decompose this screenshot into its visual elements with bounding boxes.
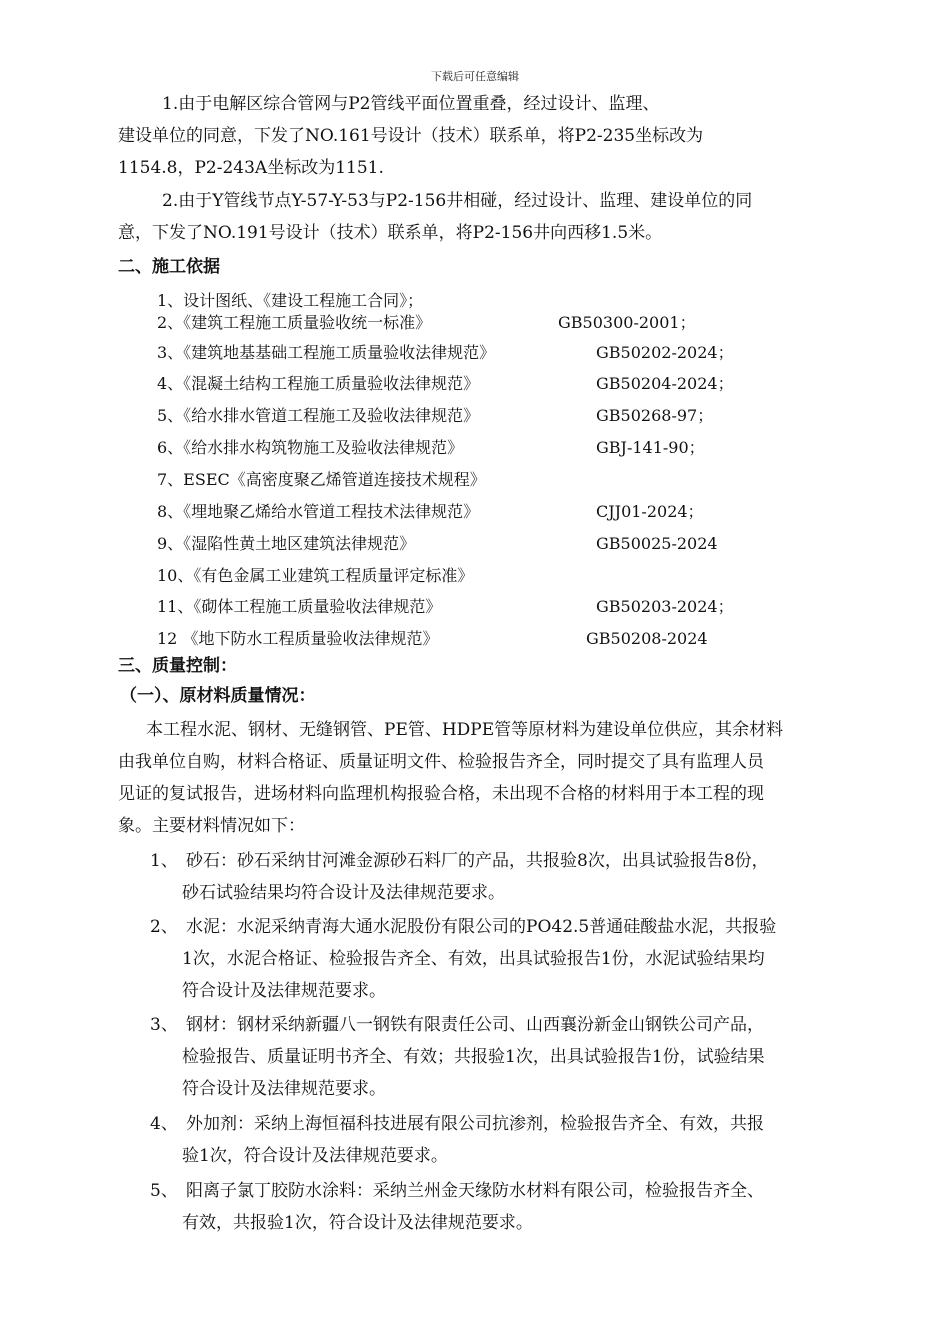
basis-item-4: 4、《混凝土结构工程施工质量验收法律规范》	[157, 374, 480, 393]
material-4-line1: 外加剂：采纳上海恒福科技进展有限公司抗渗剂，检验报告齐全、有效，共报	[186, 1114, 764, 1134]
basis-item-8-code: CJJ01-2024；	[596, 502, 704, 521]
basis-item-11: 11、《砌体工程施工质量验收法律规范》	[157, 597, 442, 616]
material-1-line2: 砂石试验结果均符合设计及法律规范要求。	[182, 883, 505, 903]
materials-para-line3: 见证的复试报告，进场材料向监理机构报验合格，未出现不合格的材料用于本工程的现	[118, 784, 764, 804]
basis-item-8: 8、《埋地聚乙烯给水管道工程技术法律规范》	[157, 502, 480, 521]
material-2-number: 2、	[150, 917, 178, 937]
material-3-number: 3、	[150, 1015, 178, 1035]
basis-item-1: 1、设计图纸、《建设工程施工合同》；	[157, 291, 424, 310]
basis-item-4-code: GB50204-2024；	[596, 374, 734, 393]
materials-para-line1: 本工程水泥、钢材、无缝钢管、PE管、HDPE管等原材料为建设单位供应，其余材料	[146, 720, 784, 740]
basis-item-2-code: GB50300-2001；	[558, 313, 696, 332]
basis-item-5: 5、《给水排水管道工程施工及验收法律规范》	[157, 406, 480, 425]
section-heading-quality: 三、质量控制：	[118, 656, 237, 676]
material-1-line1: 砂石：砂石采纳甘河滩金源砂石料厂的产品，共报验8次，出具试验报告8份，	[186, 851, 769, 871]
materials-para-line4: 象。主要材料情况如下：	[118, 816, 305, 836]
basis-item-12-code: GB50208-2024	[586, 629, 708, 648]
material-5-line1: 阳离子氯丁胶防水涂料：采纳兰州金天缘防水材料有限公司，检验报告齐全、	[186, 1181, 764, 1201]
material-5-number: 5、	[150, 1181, 178, 1201]
basis-item-5-code: GB50268-97；	[596, 406, 714, 425]
page-header: 下载后可任意编辑	[431, 70, 519, 83]
basis-item-9-code: GB50025-2024	[596, 534, 718, 553]
intro-p2-line2: 意，下发了NO.191号设计（技术）联系单，将P2-156井向西移1.5米。	[118, 223, 663, 243]
basis-item-6-code: GBJ-141-90；	[596, 438, 705, 457]
materials-para-line2: 由我单位自购，材料合格证、质量证明文件、检验报告齐全，同时提交了具有监理人员	[118, 752, 764, 772]
material-2-line2: 1次，水泥合格证、检验报告齐全、有效，出具试验报告1份，水泥试验结果均	[182, 949, 765, 969]
material-1-number: 1、	[150, 851, 178, 871]
basis-item-9: 9、《湿陷性黄土地区建筑法律规范》	[157, 534, 416, 553]
subheading-raw-materials: （一）、原材料质量情况：	[120, 686, 316, 706]
basis-item-11-code: GB50203-2024；	[596, 597, 734, 616]
section-heading-basis: 二、施工依据	[118, 257, 220, 277]
basis-item-2: 2、《建筑工程施工质量验收统一标准》	[157, 313, 432, 332]
material-4-line2: 验1次，符合设计及法律规范要求。	[182, 1146, 448, 1166]
basis-item-7: 7、ESEC《高密度聚乙烯管道连接技术规程》	[157, 470, 486, 489]
material-2-line1: 水泥：水泥采纳青海大通水泥股份有限公司的PO42.5普通硅酸盐水泥，共报验	[186, 917, 777, 937]
material-3-line2: 检验报告、质量证明书齐全、有效；共报验1次，出具试验报告1份，试验结果	[182, 1047, 765, 1067]
basis-item-10: 10、《有色金属工业建筑工程质量评定标准》	[157, 566, 474, 585]
material-2-line3: 符合设计及法律规范要求。	[182, 981, 386, 1001]
intro-p1-line3: 1154.8，P2-243A坐标改为1151.	[118, 158, 384, 178]
material-3-line1: 钢材：钢材采纳新疆八一钢铁有限责任公司、山西襄汾新金山钢铁公司产品，	[186, 1015, 764, 1035]
material-3-line3: 符合设计及法律规范要求。	[182, 1079, 386, 1099]
material-5-line2: 有效，共报验1次，符合设计及法律规范要求。	[182, 1213, 533, 1233]
basis-item-12: 12 《地下防水工程质量验收法律规范》	[157, 629, 439, 648]
intro-p1-line1: 1.由于电解区综合管网与P2管线平面位置重叠，经过设计、监理、	[162, 94, 660, 114]
basis-item-3-code: GB50202-2024；	[596, 343, 734, 362]
basis-item-3: 3、《建筑地基基础工程施工质量验收法律规范》	[157, 343, 496, 362]
intro-p1-line2: 建设单位的同意，下发了NO.161号设计（技术）联系单，将P2-235坐标改为	[118, 126, 704, 146]
material-4-number: 4、	[150, 1114, 178, 1134]
basis-item-6: 6、《给水排水构筑物施工及验收法律规范》	[157, 438, 464, 457]
intro-p2-line1: 2.由于Y管线节点Y-57-Y-53与P2-156井相碰，经过设计、监理、建设单位的同	[162, 191, 753, 211]
